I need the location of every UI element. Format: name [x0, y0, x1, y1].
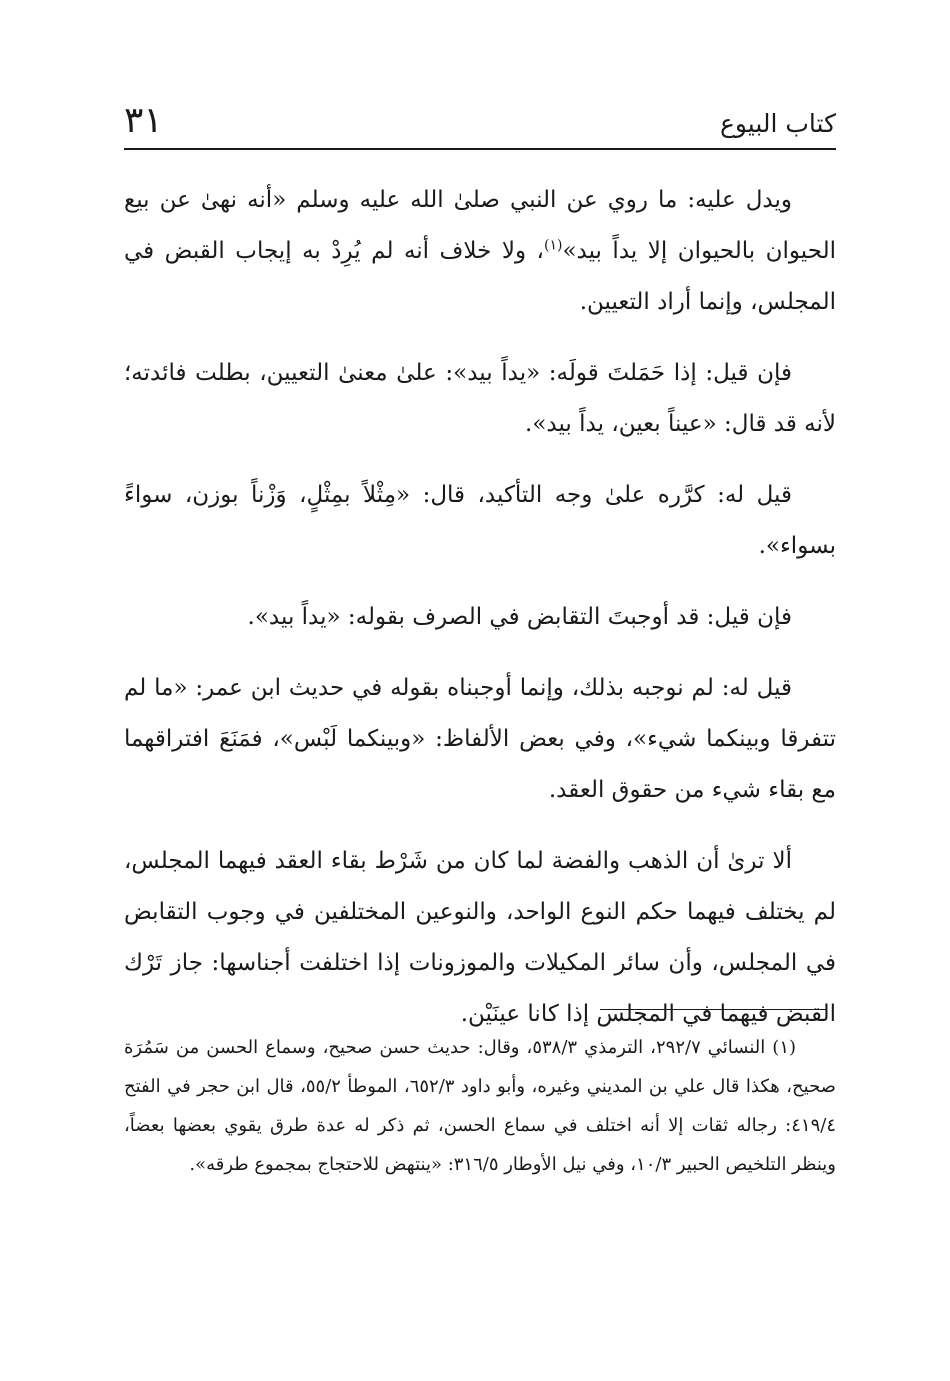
paragraph: فإن قيل: قد أوجبتَ التقابض في الصرف بقوله: «يداً بيد». [247, 604, 792, 630]
footnote-reference: (١) [543, 237, 563, 254]
footnote: (١) النسائي ٢٩٢/٧، الترمذي ٥٣٨/٣، وقال: حديث حسن صحيح، وسماع الحسن من سَمُرَة صحيح، هكذا قال علي بن المديني وغيره، وأبو داود ٦٥٢/٣، الموطأ ٥٥/٢، قال ابن حجر في الفتح ٤١٩/٤: رجاله ثقات إلا أنه اختلف في سماع الحسن، ثم ذكر له عدة طرق يقوي بعضها بعضاً، وينظر التلخيص الحبير ١٠/٣، وفي نيل الأوطار ٣١٦/٥: «ينتهض للاحتجاج بمجموع طرقه». [124, 1037, 836, 1175]
page-header [124, 98, 836, 150]
paragraph: قيل له: كرَّره علىٰ وجه التأكيد، قال: «مِثْلاً بمِثْلٍ، وَزْناً بوزن، سواءً بسواء». [124, 482, 836, 559]
paragraph: فإن قيل: إذا حَمَلتَ قولَه: «يداً بيد»: علىٰ معنىٰ التعيين، بطلت فائدته؛ لأنه قد قال: «عيناً بعين، يداً بيد». [124, 360, 836, 437]
page-number: ٣١ [124, 100, 163, 141]
main-text [124, 175, 836, 1060]
paragraph-text: ، ولا خلاف أنه لم يُرِدْ به إيجاب القبض في المجلس، وإنما أراد التعيين. [124, 238, 836, 315]
paragraph-text: ويدل عليه: ما روي عن النبي صلىٰ الله عليه وسلم «أنه نهىٰ عن بيع الحيوان بالحيوان إلا يداً بيد» [124, 187, 836, 264]
running-title: كتاب البيوع [719, 109, 836, 138]
footnote-divider [600, 1009, 826, 1010]
paragraph: ألا ترىٰ أن الذهب والفضة لما كان من شَرْط بقاء العقد فيهما المجلس، لم يختلف فيهما حكم النوع الواحد، والنوعين المختلفين في وجوب التقابض في المجلس، وأن سائر المكيلات والموزونات إذا اختلفت أجناسها: جاز تَرْك القبض فيهما في المجلس إذا كانا عينَيْن. [124, 848, 836, 1027]
paragraph: قيل له: لم نوجبه بذلك، وإنما أوجبناه بقوله في حديث ابن عمر: «ما لم تتفرقا وبينكما شيء»، وفي بعض الألفاظ: «وبينكما لَبْس»، فمَنَعَ افتراقهما مع بقاء شيء من حقوق العقد. [124, 675, 836, 803]
paragraph [124, 175, 836, 328]
